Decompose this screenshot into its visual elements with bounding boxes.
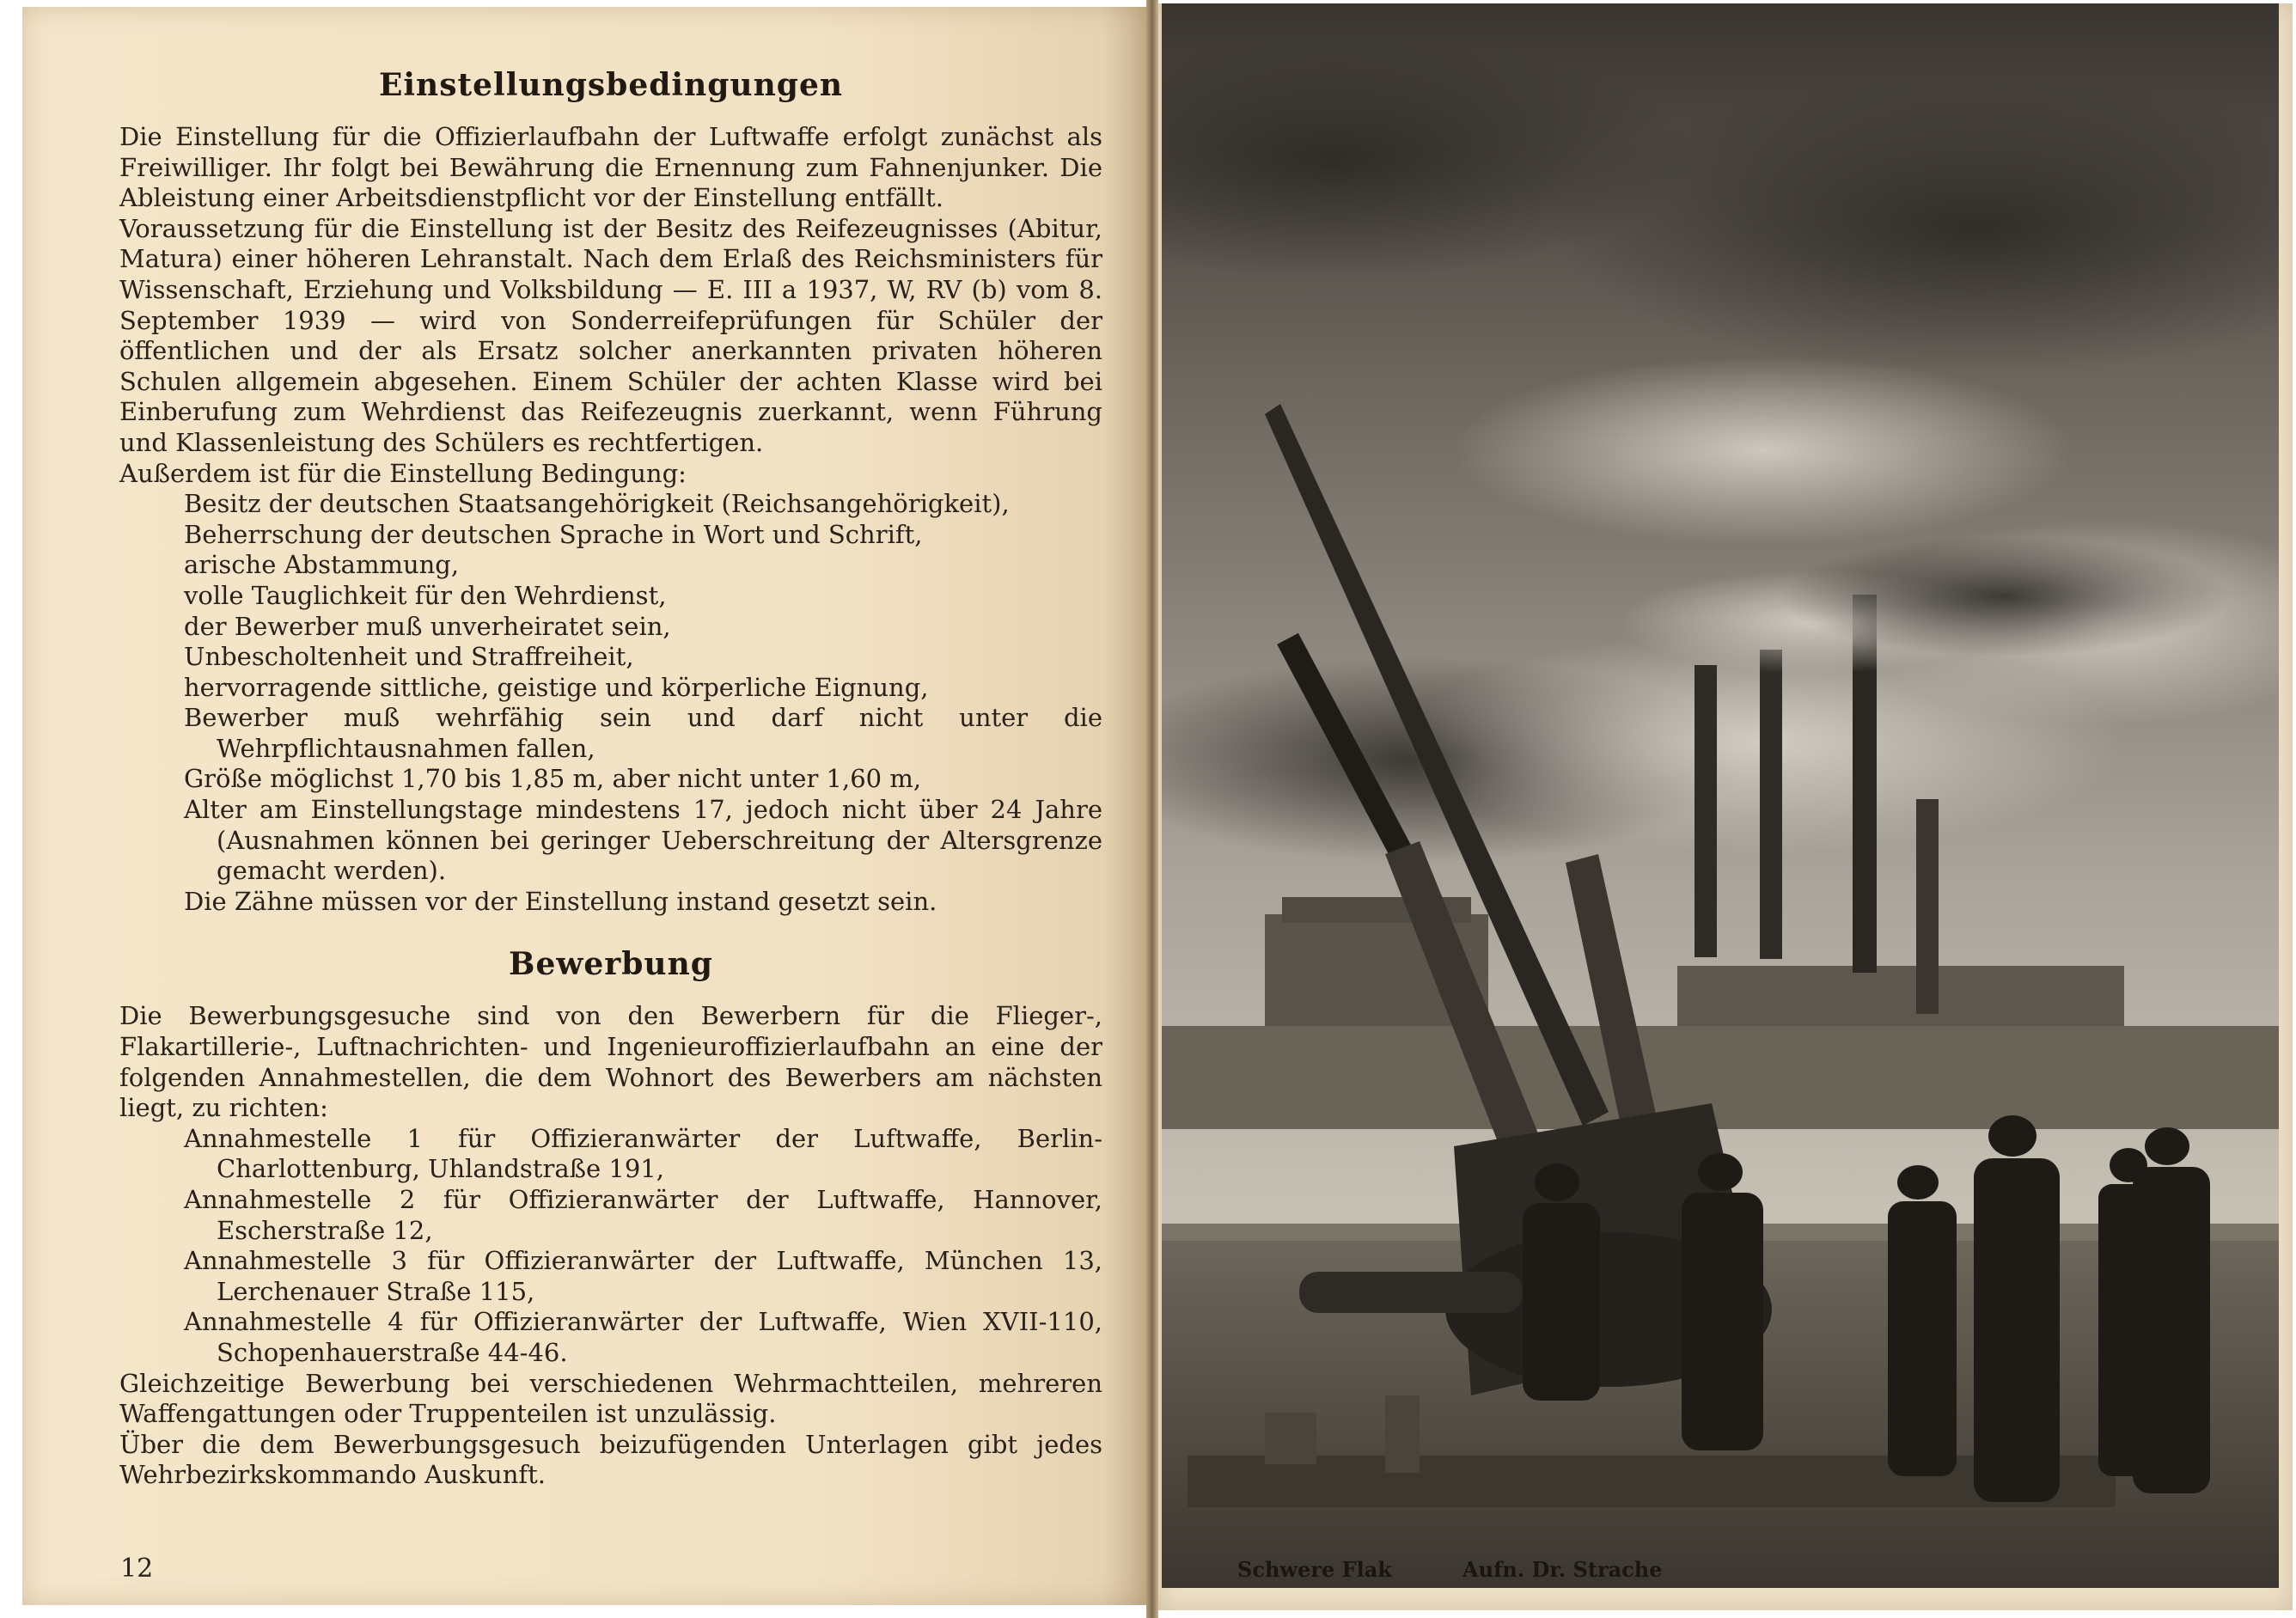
paragraph-bedingung-intro: Außerdem ist für die Einstellung Bedingung: bbox=[119, 458, 687, 488]
condition-item: Bewerber muß wehrfähig sein und darf nicht unter die Wehrpflichtausnahmen fallen, bbox=[184, 703, 1102, 763]
flak-photo-illustration bbox=[1162, 3, 2279, 1588]
section-title-einstellungsbedingungen: Einstellungsbedingungen bbox=[378, 67, 844, 103]
condition-item: hervorragende sittliche, geistige und körperliche Eignung, bbox=[184, 672, 929, 702]
photo-credit: Aufn. Dr. Strache bbox=[1462, 1557, 1663, 1582]
office-item: Annahmestelle 4 für Offizieranwärter der Luftwaffe, Wien XVII-110, Schopenhauerstraße 44-46. bbox=[184, 1307, 1102, 1367]
offices-list bbox=[119, 1124, 1102, 1369]
office-item: Annahmestelle 3 für Offizieranwärter der Luftwaffe, München 13, Lerchenauer Straße 115, bbox=[184, 1246, 1102, 1306]
office-item: Annahmestelle 1 für Offizieranwärter der Luftwaffe, Berlin-Charlottenburg, Uhlandstraße 191, bbox=[184, 1123, 1102, 1184]
condition-item: Besitz der deutschen Staatsangehörigkeit (Reichsangehörigkeit), bbox=[184, 489, 1010, 519]
photo-caption: Schwere Flak bbox=[1237, 1557, 1392, 1582]
paragraph-gleichzeitige: Gleichzeitige Bewerbung bei verschiedenen Wehrmachtteilen, mehreren Waffengattungen oder Truppenteilen ist unzulässig. bbox=[119, 1368, 1102, 1429]
paragraph-unterlagen: Über die dem Bewerbungsgesuch beizufügenden Unterlagen gibt jedes Wehrbezirkskommando Auskunft. bbox=[119, 1429, 1102, 1490]
condition-item: Beherrschung der deutschen Sprache in Wort und Schrift, bbox=[184, 519, 923, 549]
office-item: Annahmestelle 2 für Offizieranwärter der Luftwaffe, Hannover, Escherstraße 12, bbox=[184, 1185, 1102, 1245]
conditions-list bbox=[119, 489, 1102, 917]
left-page bbox=[22, 7, 1146, 1605]
condition-item: Die Zähne müssen vor der Einstellung instand gesetzt sein. bbox=[184, 886, 937, 916]
condition-item: Größe möglichst 1,70 bis 1,85 m, aber nicht unter 1,60 m, bbox=[184, 764, 922, 794]
condition-item: Unbescholtenheit und Straffreiheit, bbox=[184, 642, 634, 672]
book-spine bbox=[1146, 0, 1158, 1618]
photo-heavy-flak bbox=[1162, 3, 2279, 1588]
page-text bbox=[119, 67, 1102, 1491]
condition-item: der Bewerber muß unverheiratet sein, bbox=[184, 611, 671, 641]
page-number: 12 bbox=[120, 1554, 154, 1584]
paragraph-bewerbungsgesuche: Die Bewerbungsgesuche sind von den Bewerbern für die Flieger-, Flakartillerie-, Luftnachrichten- und Ingenieuroffizierlaufbahn an eine der folgenden Annahmestellen, die dem Wohnort des Bewerbers am nächsten liegt, zu richten: bbox=[119, 1001, 1102, 1123]
paragraph-intro: Die Einstellung für die Offizierlaufbahn der Luftwaffe erfolgt zunächst als Freiwilliger. Ihr folgt bei Bewährung die Ernennung zum Fahnenjunker. Die Ableistung einer Arbeitsdienstpflicht vor der Einstellung entfällt. bbox=[119, 122, 1102, 213]
condition-item: Alter am Einstellungstage mindestens 17, jedoch nicht über 24 Jahre (Ausnahmen können bei geringer Ueberschreitung der Altersgrenze gemacht werden). bbox=[184, 795, 1102, 886]
condition-item: arische Abstammung, bbox=[184, 550, 460, 580]
paragraph-voraussetzung: Voraussetzung für die Einstellung ist der Besitz des Reifezeugnisses (Abitur, Matura) einer höheren Lehranstalt. Nach dem Erlaß des Reichsministers für Wissenschaft, Erziehung und Volksbildung — E. III a 1937, W, RV (b) vom 8. September 1939 — wird von Sonderreifeprüfungen für Schüler der öffentlichen und der als Ersatz solcher anerkannten privaten höheren Schulen allgemein abgesehen. Einem Schüler der achten Klasse wird bei Einberufung zum Wehrdienst das Reifezeugnis zuerkannt, wenn Führung und Klassenleistung des Schülers es rechtfertigen. bbox=[119, 213, 1102, 457]
condition-item: volle Tauglichkeit für den Wehrdienst, bbox=[184, 580, 667, 610]
section-title-bewerbung: Bewerbung bbox=[509, 946, 713, 983]
